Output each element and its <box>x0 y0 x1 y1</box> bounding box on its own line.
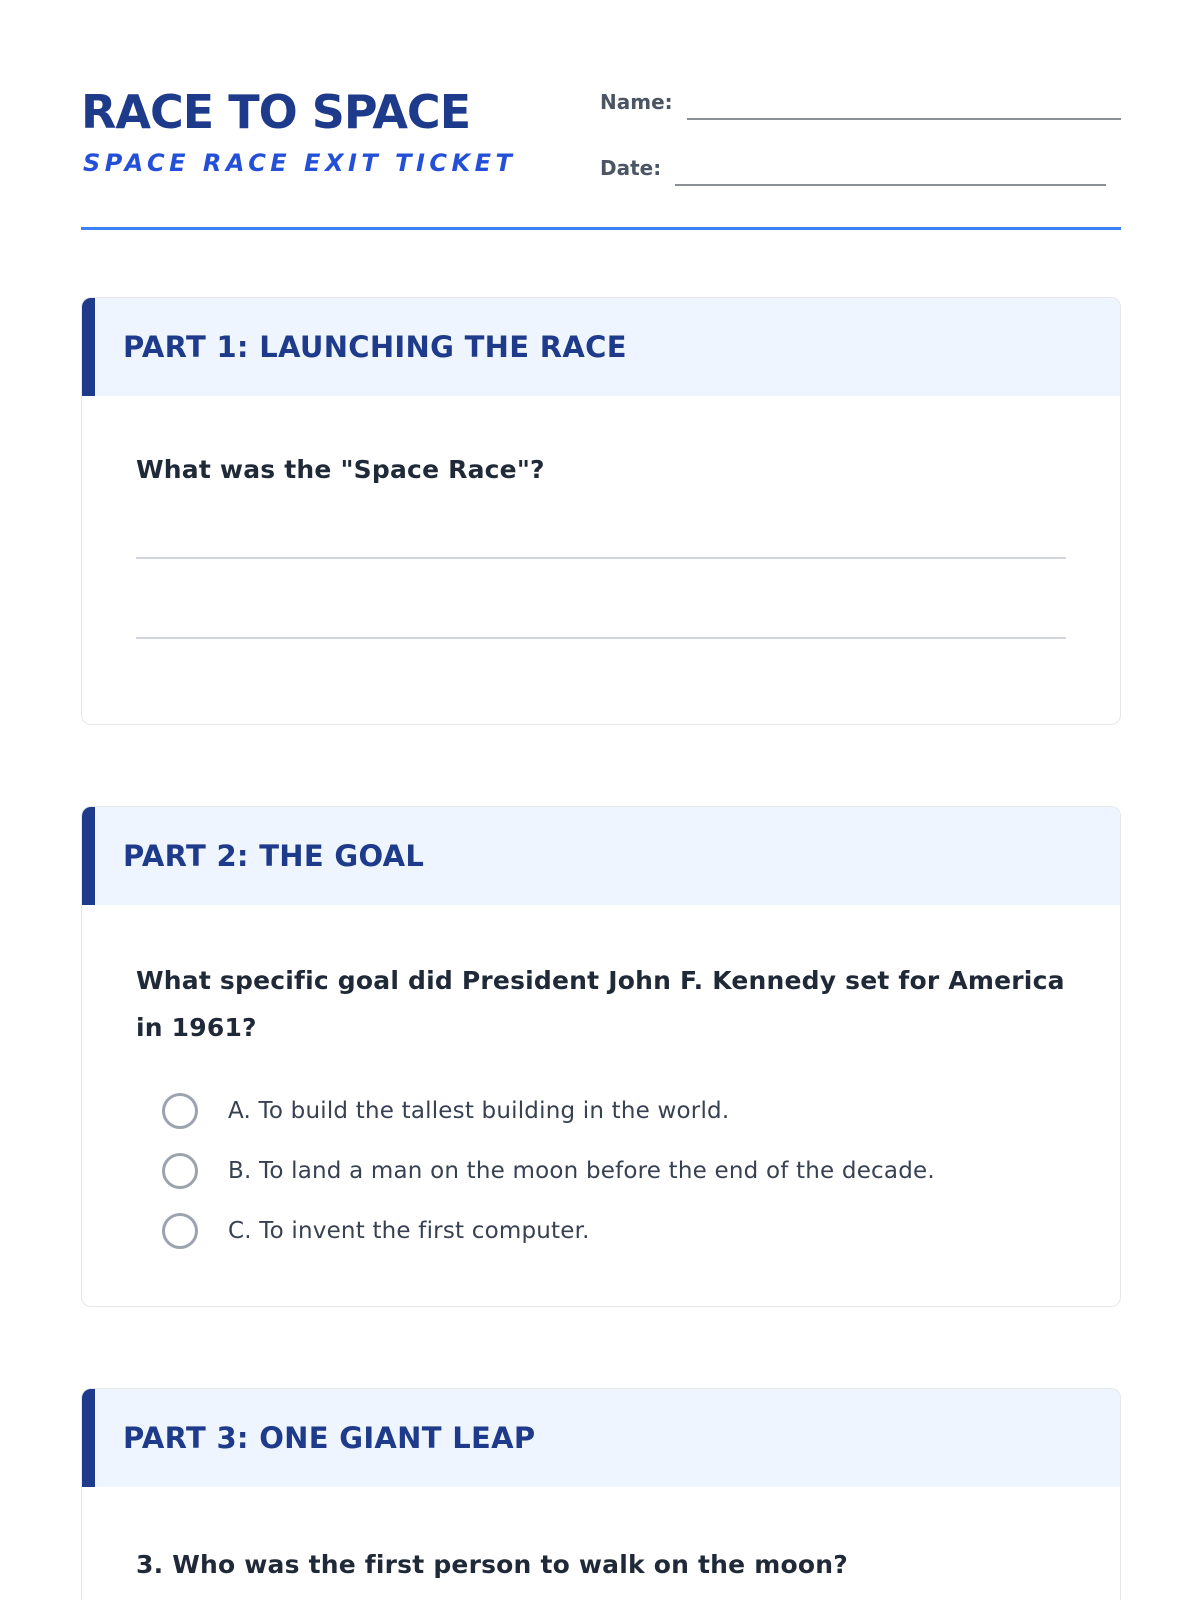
answer-line[interactable] <box>136 637 1066 639</box>
date-label: Date: <box>600 156 662 180</box>
section-part-1 <box>81 297 1121 725</box>
name-field <box>600 80 1121 120</box>
worksheet-title: RACE TO SPACE <box>81 85 471 139</box>
section-title: PART 3: ONE GIANT LEAP <box>123 1421 536 1455</box>
option-b[interactable] <box>162 1141 1066 1201</box>
section-header <box>82 807 1120 905</box>
section-title: PART 1: LAUNCHING THE RACE <box>123 330 627 364</box>
section-part-2 <box>81 806 1121 1307</box>
option-label: A. To build the tallest building in the world. <box>228 1098 730 1124</box>
option-c[interactable] <box>162 1201 1066 1261</box>
name-input-line[interactable] <box>687 117 1121 120</box>
section-part-3 <box>81 1388 1121 1600</box>
radio-button-icon[interactable] <box>162 1153 198 1189</box>
section-body <box>82 396 1120 639</box>
section-title: PART 2: THE GOAL <box>123 839 425 873</box>
question-text: What was the "Space Race"? <box>136 455 545 484</box>
name-label: Name: <box>600 90 673 114</box>
section-header <box>82 298 1120 396</box>
worksheet-subtitle: SPACE RACE EXIT TICKET <box>83 149 517 177</box>
header-divider <box>81 227 1121 230</box>
answer-line[interactable] <box>136 557 1066 559</box>
question-text: 3. Who was the first person to walk on the moon? <box>136 1550 848 1579</box>
radio-button-icon[interactable] <box>162 1093 198 1129</box>
section-body <box>82 905 1120 1261</box>
date-field <box>600 146 1106 186</box>
answer-options <box>136 1081 1066 1261</box>
option-a[interactable] <box>162 1081 1066 1141</box>
radio-button-icon[interactable] <box>162 1213 198 1249</box>
section-body <box>82 1487 1120 1588</box>
option-label: C. To invent the first computer. <box>228 1218 590 1244</box>
question-text: What specific goal did President John F. Kennedy set for America in 1961? <box>136 966 1065 1042</box>
worksheet-header <box>81 80 1121 230</box>
option-label: B. To land a man on the moon before the end of the decade. <box>228 1158 935 1184</box>
date-input-line[interactable] <box>675 183 1106 186</box>
section-header <box>82 1389 1120 1487</box>
